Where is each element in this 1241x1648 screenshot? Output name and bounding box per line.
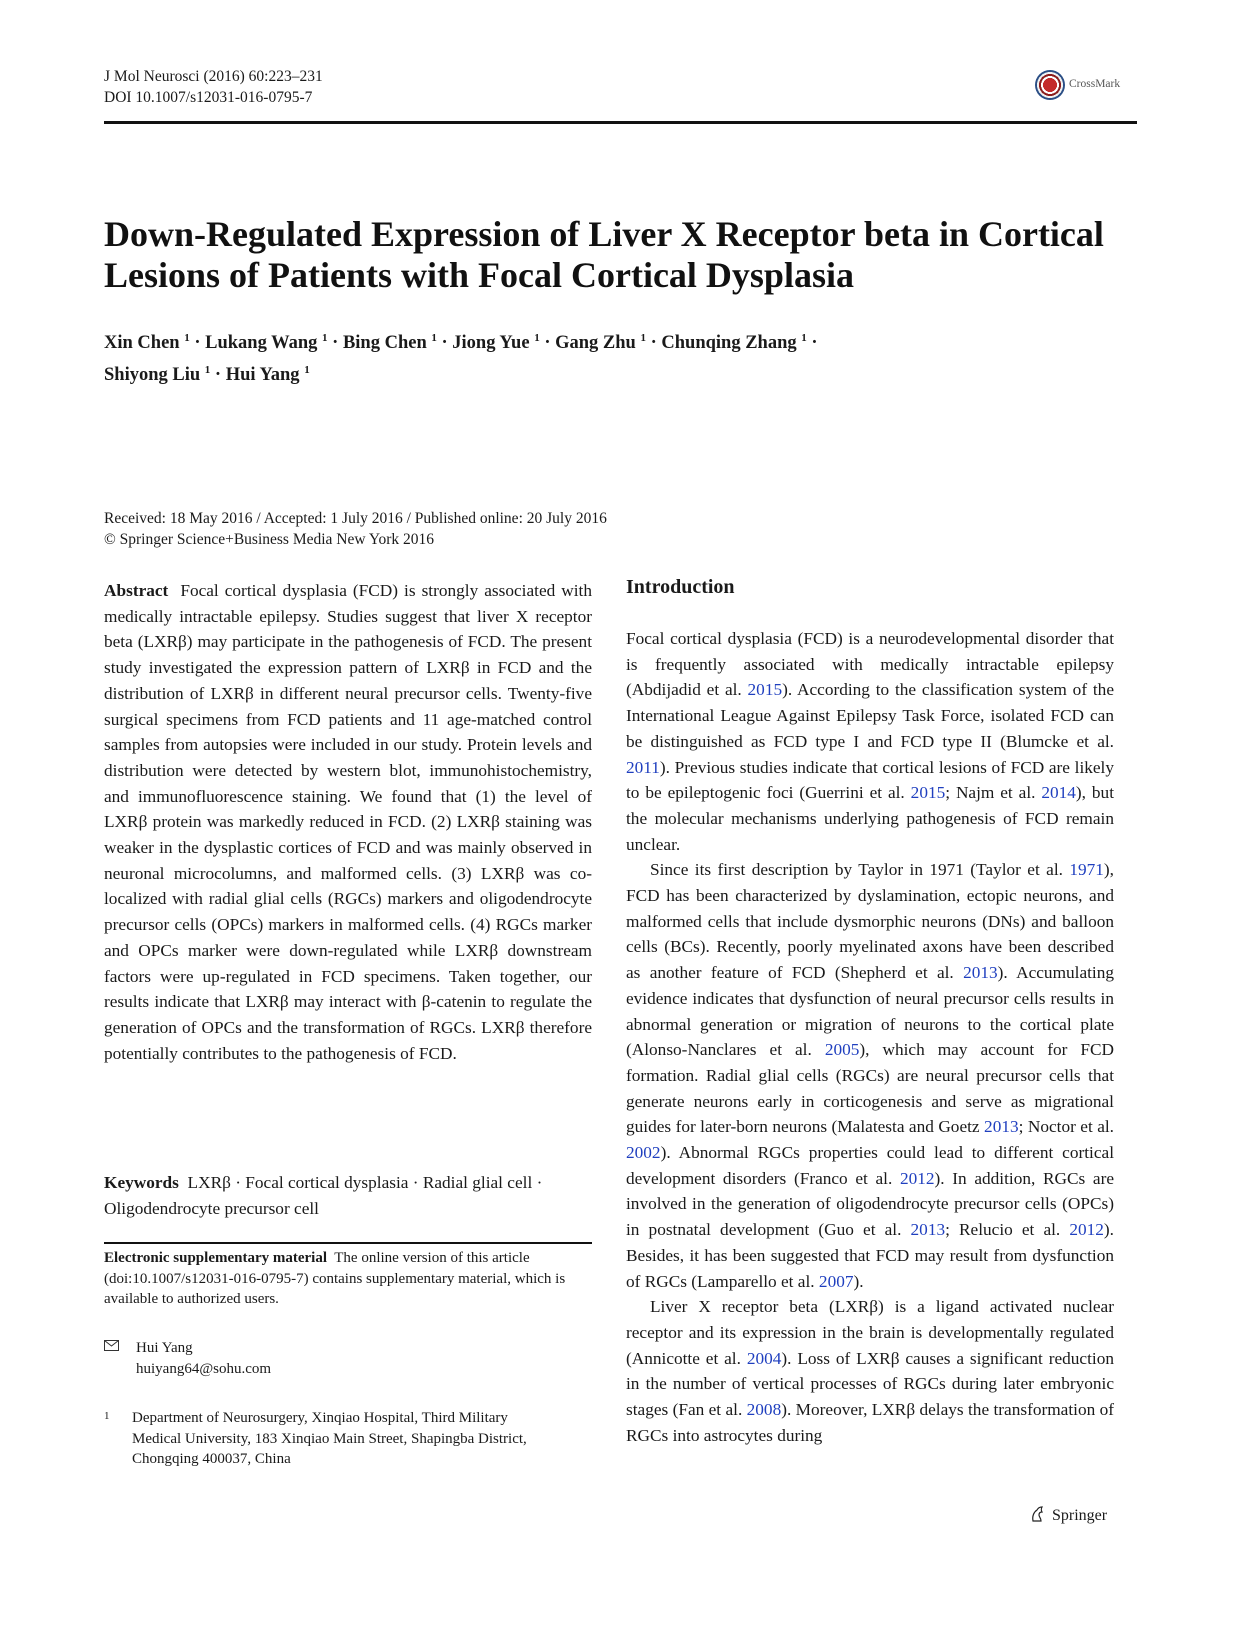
citation-link[interactable]: 2012 <box>899 1168 935 1188</box>
affiliation-number: 1 <box>104 1410 110 1422</box>
intro-text: ; Najm et al. <box>945 783 1042 803</box>
affiliation-line: Chongqing 400037, China <box>132 1451 291 1467</box>
intro-text: ). Moreover, LXRβ delays the transformation of RGCs into astrocytes during <box>626 1400 1114 1445</box>
citation-link[interactable]: 2015 <box>747 680 783 700</box>
citation-link[interactable]: 2012 <box>1069 1220 1104 1240</box>
intro-text: ). Besides, it has been suggested that FCD may result from dysfunction of RGCs (Lamparello et al. <box>626 1220 1114 1291</box>
title-line-1: Down-Regulated Expression of Liver X Receptor beta in Cortical <box>104 214 1104 254</box>
intro-text: ). <box>853 1271 864 1291</box>
intro-text: ). In addition, RGCs are involved in the generation of oligodendrocyte precursor cells (OPCs) in postnatal development (Guo et al. <box>626 1168 1114 1240</box>
author-name[interactable]: Chunqing Zhang <box>661 333 797 354</box>
intro-paragraph <box>626 857 1114 1294</box>
citation-link[interactable]: 2004 <box>746 1348 782 1368</box>
citation-link[interactable]: 2007 <box>818 1271 854 1291</box>
envelope-icon <box>104 1340 119 1351</box>
intro-text: ; Noctor et al. <box>1018 1117 1115 1137</box>
copyright-notice: © Springer Science+Business Media New York 2016 <box>104 531 435 548</box>
journal-header <box>104 66 323 108</box>
author-line-2: Shiyong Liu $^1$ · Hui Yang $^1$ <box>104 364 310 386</box>
author-name[interactable]: Hui Yang <box>225 365 300 386</box>
author-affiliation-ref: 1 <box>801 332 807 344</box>
intro-text: Focal cortical dysplasia (FCD) is a neurodevelopmental disorder that is frequently associated with medically intractable epilepsy (Abdijadid et al. <box>626 629 1114 700</box>
citation-link[interactable]: 2011 <box>626 757 660 777</box>
citation-link[interactable]: 2014 <box>1041 783 1076 803</box>
header-rule <box>104 121 1137 124</box>
intro-text: ), but the molecular mechanisms underlying pathogenesis of FCD remain unclear. <box>626 783 1114 854</box>
author-name[interactable]: Lukang Wang <box>205 333 318 354</box>
keywords <box>104 1170 592 1221</box>
keywords-text: LXRβ · Focal cortical dysplasia · Radial glial cell · Oligodendrocyte precursor cell <box>104 1173 543 1218</box>
intro-text: ). Loss of LXRβ causes a significant reduction in the number of vertical processes of RGCs during later embryonic stages (Fan et al. <box>626 1348 1114 1420</box>
author-name[interactable]: Shiyong Liu <box>104 365 201 386</box>
intro-paragraph <box>626 1294 1114 1448</box>
author-name[interactable]: Xin Chen <box>104 333 180 354</box>
intro-text: ; Relucio et al. <box>945 1220 1070 1240</box>
author-affiliation-ref: 1 <box>322 332 328 344</box>
crossmark-icon <box>1035 70 1065 100</box>
author-name[interactable]: Gang Zhu <box>555 333 636 354</box>
intro-paragraph <box>626 626 1114 857</box>
author-affiliation-ref: 1 <box>534 332 540 344</box>
citation-link[interactable]: 1971 <box>1069 860 1104 880</box>
esm-label: Electronic supplementary material <box>104 1250 328 1266</box>
intro-text: Liver X receptor beta (LXRβ) is a ligand activated nuclear receptor and its expression in the brain is developmentally regulated (Annicotte et al. <box>626 1297 1114 1368</box>
author-affiliation-ref: 1 <box>640 332 646 344</box>
citation-link[interactable]: 2013 <box>963 963 998 983</box>
contact-name: Hui Yang <box>136 1340 193 1356</box>
article-dates <box>104 508 607 550</box>
abstract <box>104 578 592 1066</box>
abstract-text: Focal cortical dysplasia (FCD) is strongly associated with medically intractable epilepsy. Studies suggest that liver X receptor beta (LXRβ) may participate in the pathogenesis of FCD. The present study investigated the expression pattern of LXRβ in FCD and the distribution of LXRβ in different neural precursor cells. Twenty-five surgical specimens from FCD patients and 11 age-matched control samples from autopsies were included in our study. Protein levels and distribution were detected by western blot, immunohistochemistry, and immunofluorescence staining. We found that (1) the level of LXRβ protein was markedly reduced in FCD. (2) LXRβ staining was weaker in the dysplastic cortices of FCD and was mainly observed in neuronal microcolumns, and malformed cells. (3) LXRβ was co-localized with radial glial cells (RGCs) markers and oligodendrocyte precursor cells (OPCs) markers in malformed cells. (4) RGCs marker and OPCs marker were down-regulated while LXRβ downstream factors were up-regulated in FCD specimens. Taken together, our results indicate that LXRβ may interact with β-catenin to regulate the generation of OPCs and the transformation of RGCs. LXRβ therefore potentially contributes to the pathogenesis of FCD. <box>104 581 592 1063</box>
contact-email[interactable]: huiyang64@sohu.com <box>136 1360 272 1377</box>
crossmark-label: CrossMark <box>1069 78 1121 90</box>
intro-text: ). Abnormal RGCs properties could lead to different cortical development disorders (Franco et al. <box>626 1143 1114 1188</box>
crossmark-badge[interactable] <box>1035 70 1147 106</box>
author-affiliation-ref: 1 <box>304 364 310 377</box>
journal-doi: DOI 10.1007/s12031-016-0795-7 <box>104 89 313 106</box>
citation-link[interactable]: 2013 <box>984 1117 1019 1137</box>
author-affiliation-ref: 1 <box>184 332 190 344</box>
author-affiliation-ref: 1 <box>204 364 211 377</box>
author-name[interactable]: Jiong Yue <box>452 333 530 354</box>
publisher-footer <box>1030 1506 1107 1525</box>
article-title <box>104 214 1144 296</box>
citation-link[interactable]: 2015 <box>910 783 946 803</box>
intro-text: ). Accumulating evidence indicates that dysfunction of neural precursor cells results in abnormal generation or migration of neurons to the cortical plate (Alonso-Nanclares et al. <box>626 963 1115 1060</box>
intro-text: ). According to the classification system of the International League Against Epilepsy Task Force, isolated FCD can be distinguished as FCD type I and FCD type II (Blumcke et al. <box>626 680 1114 751</box>
citation-link[interactable]: 2005 <box>824 1040 860 1060</box>
intro-text: ), FCD has been characterized by dyslamination, ectopic neurons, and malformed cells that include dysmorphic neurons (DNs) and balloon cells (BCs). Recently, poorly myelinated axons have been described as another feature of FCD (Shepherd et al. <box>626 860 1114 983</box>
affiliation <box>104 1408 592 1470</box>
journal-citation: J Mol Neurosci (2016) 60:223–231 <box>104 68 323 85</box>
intro-text: ). Previous studies indicate that cortical lesions of FCD are likely to be epileptogenic foci (Guerrini et al. <box>626 757 1114 803</box>
affiliation-line: Medical University, 183 Xinqiao Main Street, Shapingba District, <box>132 1430 527 1447</box>
intro-text: ), which may account for FCD formation. Radial glial cells (RGCs) are neural precursor cells that generate neurons early in corticogenesis and serve as migrational guides for later-born neurons (Malatesta and Goetz <box>626 1040 1115 1137</box>
abstract-label: Abstract <box>104 581 169 600</box>
footnote-rule <box>104 1242 592 1244</box>
citation-link[interactable]: 2013 <box>910 1220 946 1240</box>
author-list <box>104 325 1004 389</box>
author-affiliation-ref: 1 <box>431 332 437 344</box>
intro-text: Since its first description by Taylor in 1971 (Taylor et al. <box>650 860 1070 880</box>
author-name[interactable]: Bing Chen <box>342 333 427 354</box>
esm-text: The online version of this article (doi:10.1007/s12031-016-0795-7) contains supplementary material, which is available to authorized users. <box>104 1250 566 1307</box>
publisher-name: Springer <box>1052 1507 1108 1524</box>
title-line-2: Lesions of Patients with Focal Cortical Dysplasia <box>104 255 854 295</box>
citation-link[interactable]: 2002 <box>626 1143 661 1163</box>
springer-horse-icon <box>1030 1506 1044 1522</box>
citation-link[interactable]: 2008 <box>746 1400 782 1420</box>
corresponding-author <box>104 1338 592 1379</box>
author-line-1: Xin Chen $^1$ · Lukang Wang $^1$ · Bing Chen $^1$ · Jiong Yue $^1$ · Gang Zhu $^1$ · Chunqing Zhang $^1$ · <box>104 332 818 354</box>
keywords-label: Keywords <box>104 1173 179 1192</box>
affiliation-line: Department of Neurosurgery, Xinqiao Hospital, Third Military <box>132 1410 508 1426</box>
introduction-heading: Introduction <box>626 576 735 598</box>
publication-history: Received: 18 May 2016 / Accepted: 1 July 2016 / Published online: 20 July 2016 <box>104 510 607 527</box>
supplementary-note <box>104 1248 592 1310</box>
introduction-section <box>626 574 1114 1449</box>
